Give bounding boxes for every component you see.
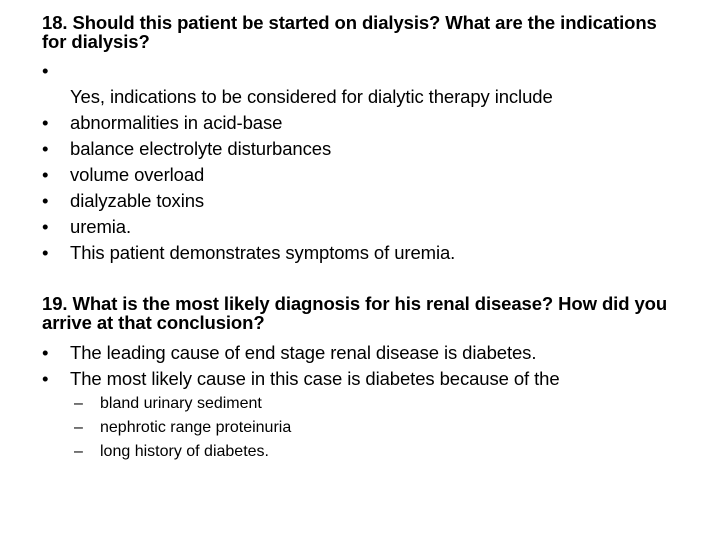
- sub-list-item-text: bland urinary sediment: [100, 395, 262, 412]
- bullet-icon: •: [42, 112, 49, 133]
- bullet-icon: •: [42, 138, 49, 159]
- list-item-text: volume overload: [70, 164, 205, 185]
- bullet-icon: •: [42, 190, 49, 211]
- list-item-text: The most likely cause in this case is diabetes because of the: [70, 368, 560, 389]
- dash-icon: –: [74, 395, 83, 412]
- list-item-text: balance electrolyte disturbances: [70, 138, 332, 159]
- bullet-icon: •: [42, 60, 49, 81]
- list-item-text: The leading cause of end stage renal disease is diabetes.: [70, 342, 537, 363]
- question-18-heading: 18. Should this patient be started on dialysis? What are the indications for dialysis?: [42, 12, 657, 52]
- sub-list-item-text: nephrotic range proteinuria: [100, 419, 292, 436]
- dash-icon: –: [74, 419, 83, 436]
- bullet-icon: •: [42, 342, 49, 363]
- question-19-heading: 19. What is the most likely diagnosis for his renal disease? How did you arrive at that conclusion?: [42, 293, 668, 333]
- list-item-text: uremia.: [70, 216, 131, 237]
- bullet-icon: •: [42, 164, 49, 185]
- bullet-icon: •: [42, 216, 49, 237]
- list-item-text: dialyzable toxins: [70, 190, 205, 211]
- list-item-text: Yes, indications to be considered for dialytic therapy include: [70, 86, 553, 107]
- list-item-text: abnormalities in acid-base: [70, 112, 283, 133]
- bullet-icon: •: [42, 242, 49, 263]
- dash-icon: –: [74, 443, 83, 460]
- sub-list-item-text: long history of diabetes.: [100, 443, 269, 460]
- list-item-text: This patient demonstrates symptoms of uremia.: [70, 242, 456, 263]
- bullet-icon: •: [42, 368, 49, 389]
